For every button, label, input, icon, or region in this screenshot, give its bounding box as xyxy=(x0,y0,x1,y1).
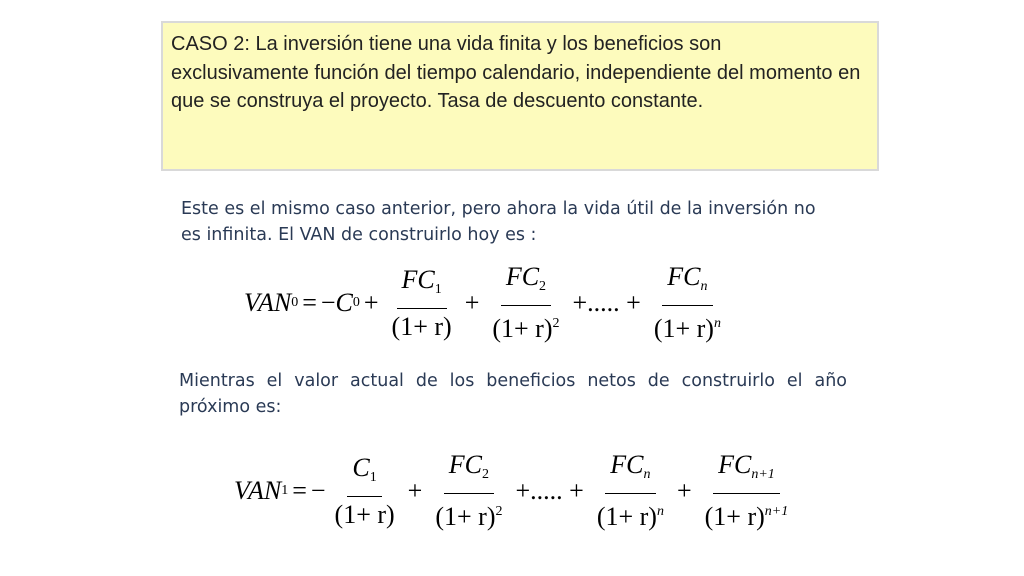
ellipsis-terms: +..... + xyxy=(572,288,641,317)
fraction-fcn: $\frac{FC_n}{(1+ r)^n}$ xyxy=(653,262,721,343)
van1-formula: VAN 1 = − $\frac{C_1}{(1+ r)}$ + $\frac{FC_2}{(1+ r)^2}$ +..... + $\frac{FC_n}{(1+ r)^n}$ + $\frac{FC_{n+1}}{(1+ r)^{n+1}}$ xyxy=(234,450,797,532)
fraction-fc1: $\frac{FC_1}{(1+ r)}$ xyxy=(391,264,452,341)
van0-lhs: VAN xyxy=(244,288,292,317)
second-paragraph: Mientras el valor actual de los beneficios netos de construirlo el año próximo es: xyxy=(179,371,847,417)
van0-lhs-sub: 0 xyxy=(291,295,299,310)
case-description: CASO 2: La inversión tiene una vida finita y los beneficios son exclusivamente función del tiempo calendario, independiente del momento en que se construya el proyecto. Tasa de descuento constante. xyxy=(171,33,861,112)
fraction-fc2-b: $\frac{FC_2}{(1+ r)^2}$ xyxy=(435,450,503,531)
case-callout-box xyxy=(161,21,879,171)
c0-term: C xyxy=(335,288,353,317)
intro-paragraph: Este es el mismo caso anterior, pero ahora la vida útil de la inversión no es infinita. El VAN de construirlo hoy es : xyxy=(181,199,816,245)
fraction-c1: $\frac{C_1}{(1+ r)}$ xyxy=(334,452,395,529)
minus-sign: − xyxy=(320,288,336,317)
fraction-fc2: $\frac{FC_2}{(1+ r)^2}$ xyxy=(492,262,560,343)
equals-sign: = xyxy=(302,288,317,317)
plus-sign: + xyxy=(363,288,379,317)
fraction-fcn-b: $\frac{FC_n}{(1+ r)^n}$ xyxy=(596,450,664,531)
van1-lhs: VAN xyxy=(234,476,282,505)
fraction-fcn1: $\frac{FC_{n+1}}{(1+ r)^{n+1}}$ xyxy=(704,450,789,531)
van0-formula: VAN 0 = − C 0 + $\frac{FC_1}{(1+ r)}$ + $\frac{FC_2}{(1+ r)^2}$ +..... + $\frac{FC_n}{(1+ r)^n}$ xyxy=(244,262,730,344)
